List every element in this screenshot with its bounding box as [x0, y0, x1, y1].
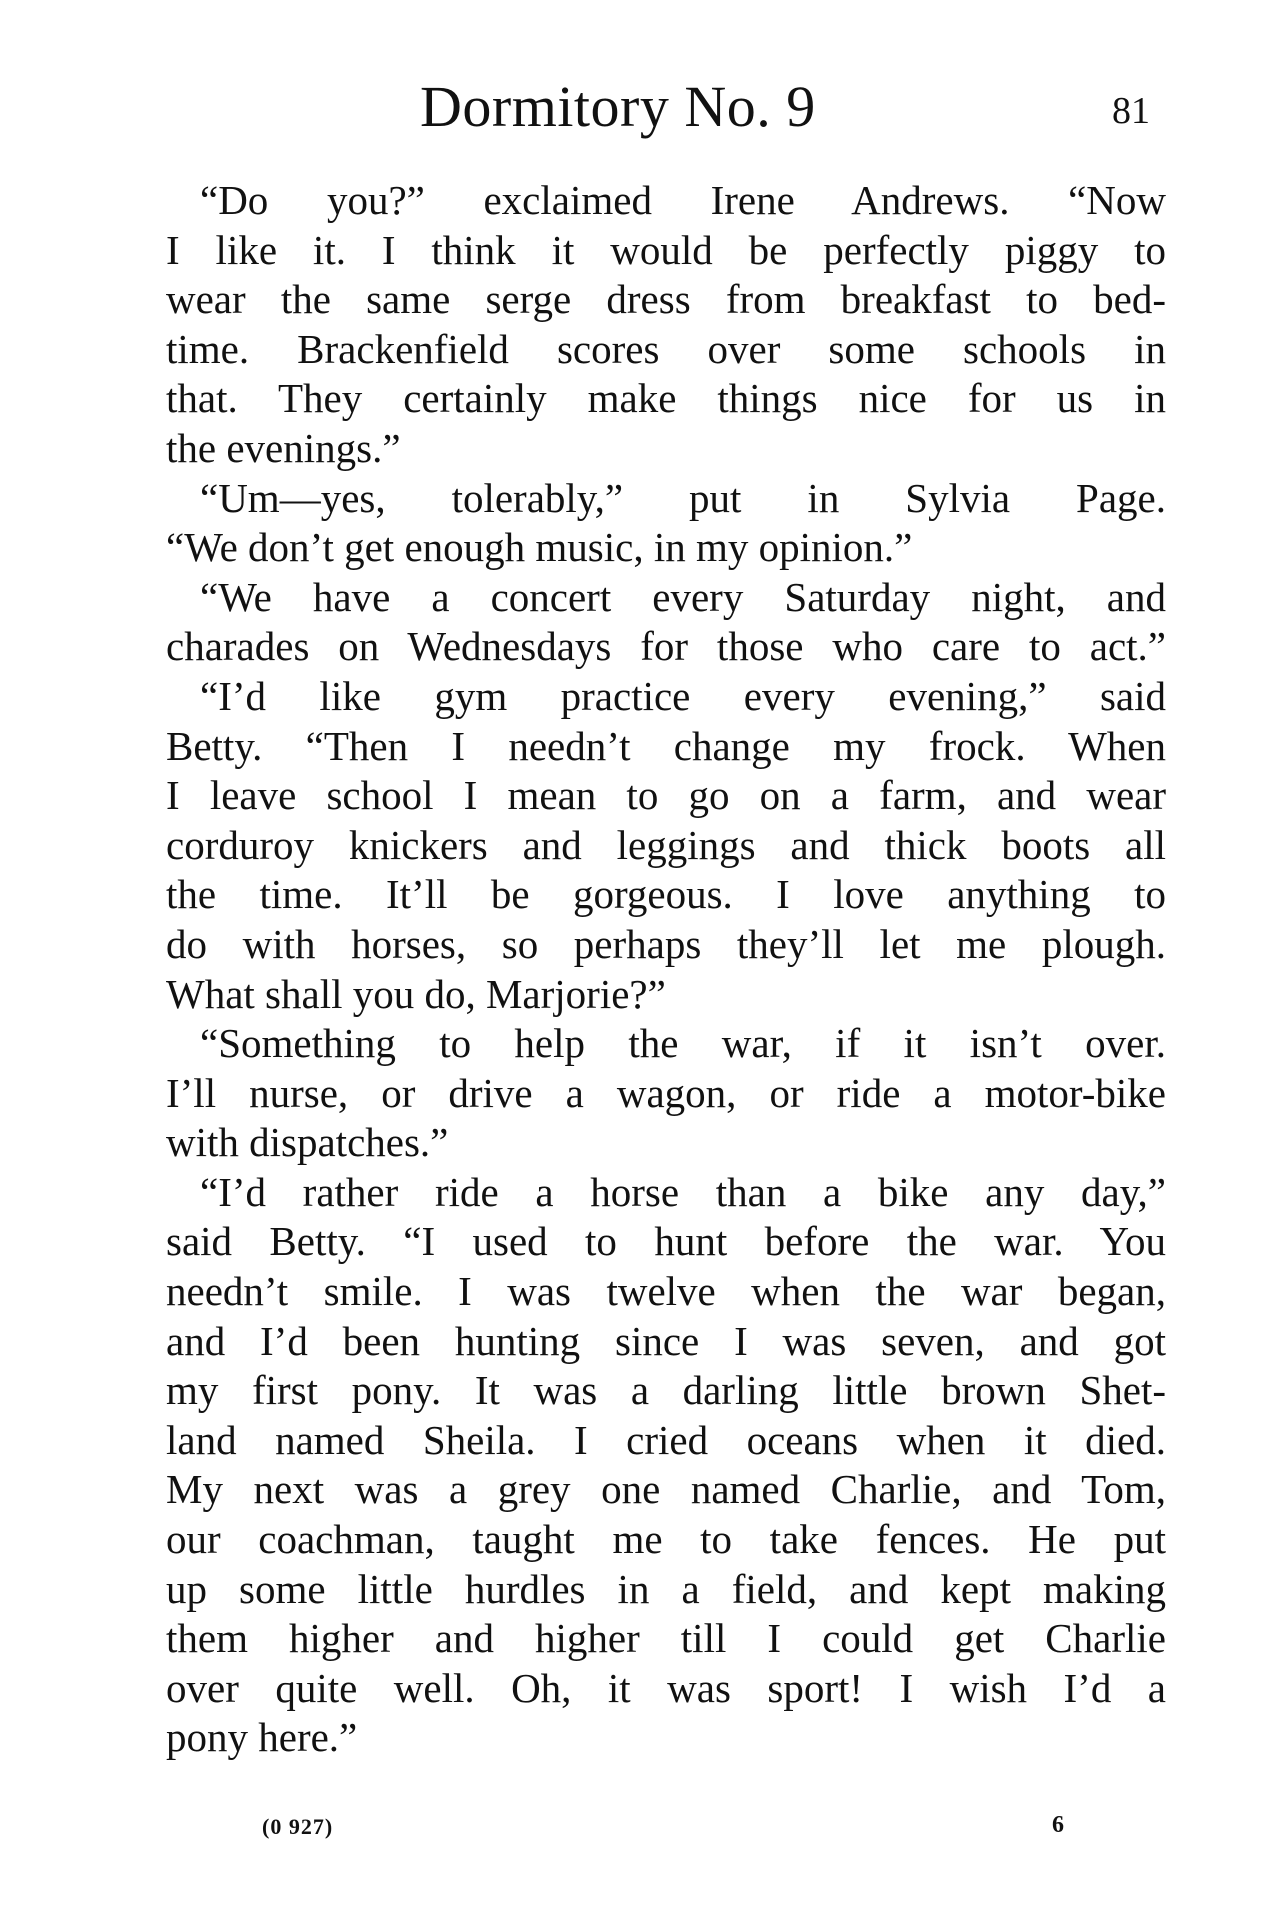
text-line: over quite well. Oh, it was sport! I wish I’d a [166, 1664, 1166, 1711]
text-line: I’ll nurse, or drive a wagon, or ride a motor-bike [166, 1069, 1166, 1116]
text-line: land named Sheila. I cried oceans when it died. [166, 1416, 1166, 1463]
text-line: “I’d rather ride a horse than a bike any day,” [200, 1168, 1166, 1215]
text-line: “Something to help the war, if it isn’t over. [200, 1020, 1166, 1067]
text-line: my first pony. It was a darling little brown Shet- [166, 1367, 1166, 1414]
text-line: them higher and higher till I could get Charlie [166, 1615, 1166, 1662]
text-line: that. They certainly make things nice for us in [166, 375, 1166, 422]
text-line: Betty. “Then I needn’t change my frock. When [166, 722, 1166, 769]
text-line: I leave school I mean to go on a farm, and wear [166, 772, 1166, 819]
text-line: needn’t smile. I was twelve when the war began, [166, 1268, 1166, 1315]
text-line: I like it. I think it would be perfectly piggy to [166, 226, 1166, 273]
text-line: My next was a grey one named Charlie, and Tom, [166, 1466, 1166, 1513]
text-line: “We don’t get enough music, in my opinion.” [166, 524, 913, 571]
text-line: time. Brackenfield scores over some schools in [166, 325, 1166, 372]
text-line: charades on Wednesdays for those who care to act.” [166, 623, 1166, 670]
sheet-number: 6 [1052, 1812, 1064, 1838]
text-line: up some little hurdles in a field, and kept making [166, 1565, 1166, 1612]
text-line: the time. It’ll be gorgeous. I love anything to [166, 871, 1166, 918]
text-line: “Do you?” exclaimed Irene Andrews. “Now [200, 177, 1166, 223]
text-line: “I’d like gym practice every evening,” said [200, 672, 1166, 719]
text-line: pony here.” [166, 1714, 358, 1761]
text-line: “We have a concert every Saturday night, and [200, 573, 1166, 620]
text-line: wear the same serge dress from breakfast to bed- [166, 276, 1166, 323]
text-line: with dispatches.” [166, 1119, 449, 1166]
text-line: the evenings.” [166, 424, 401, 471]
page-number: 81 [1112, 90, 1150, 132]
running-title: Dormitory No. 9 [420, 74, 816, 139]
text-line: our coachman, taught me to take fences. He put [166, 1516, 1166, 1563]
text-line: said Betty. “I used to hunt before the war. You [166, 1218, 1166, 1265]
text-line: and I’d been hunting since I was seven, and got [166, 1317, 1166, 1364]
text-line: “Um—yes, tolerably,” put in Sylvia Page. [200, 474, 1166, 521]
text-line: do with horses, so perhaps they’ll let me plough. [166, 920, 1166, 967]
text-line: What shall you do, Marjorie?” [166, 970, 666, 1017]
text-line: corduroy knickers and leggings and thick boots all [166, 821, 1166, 868]
body-text [166, 176, 1166, 1763]
printer-signature: (0 927) [262, 1814, 334, 1839]
